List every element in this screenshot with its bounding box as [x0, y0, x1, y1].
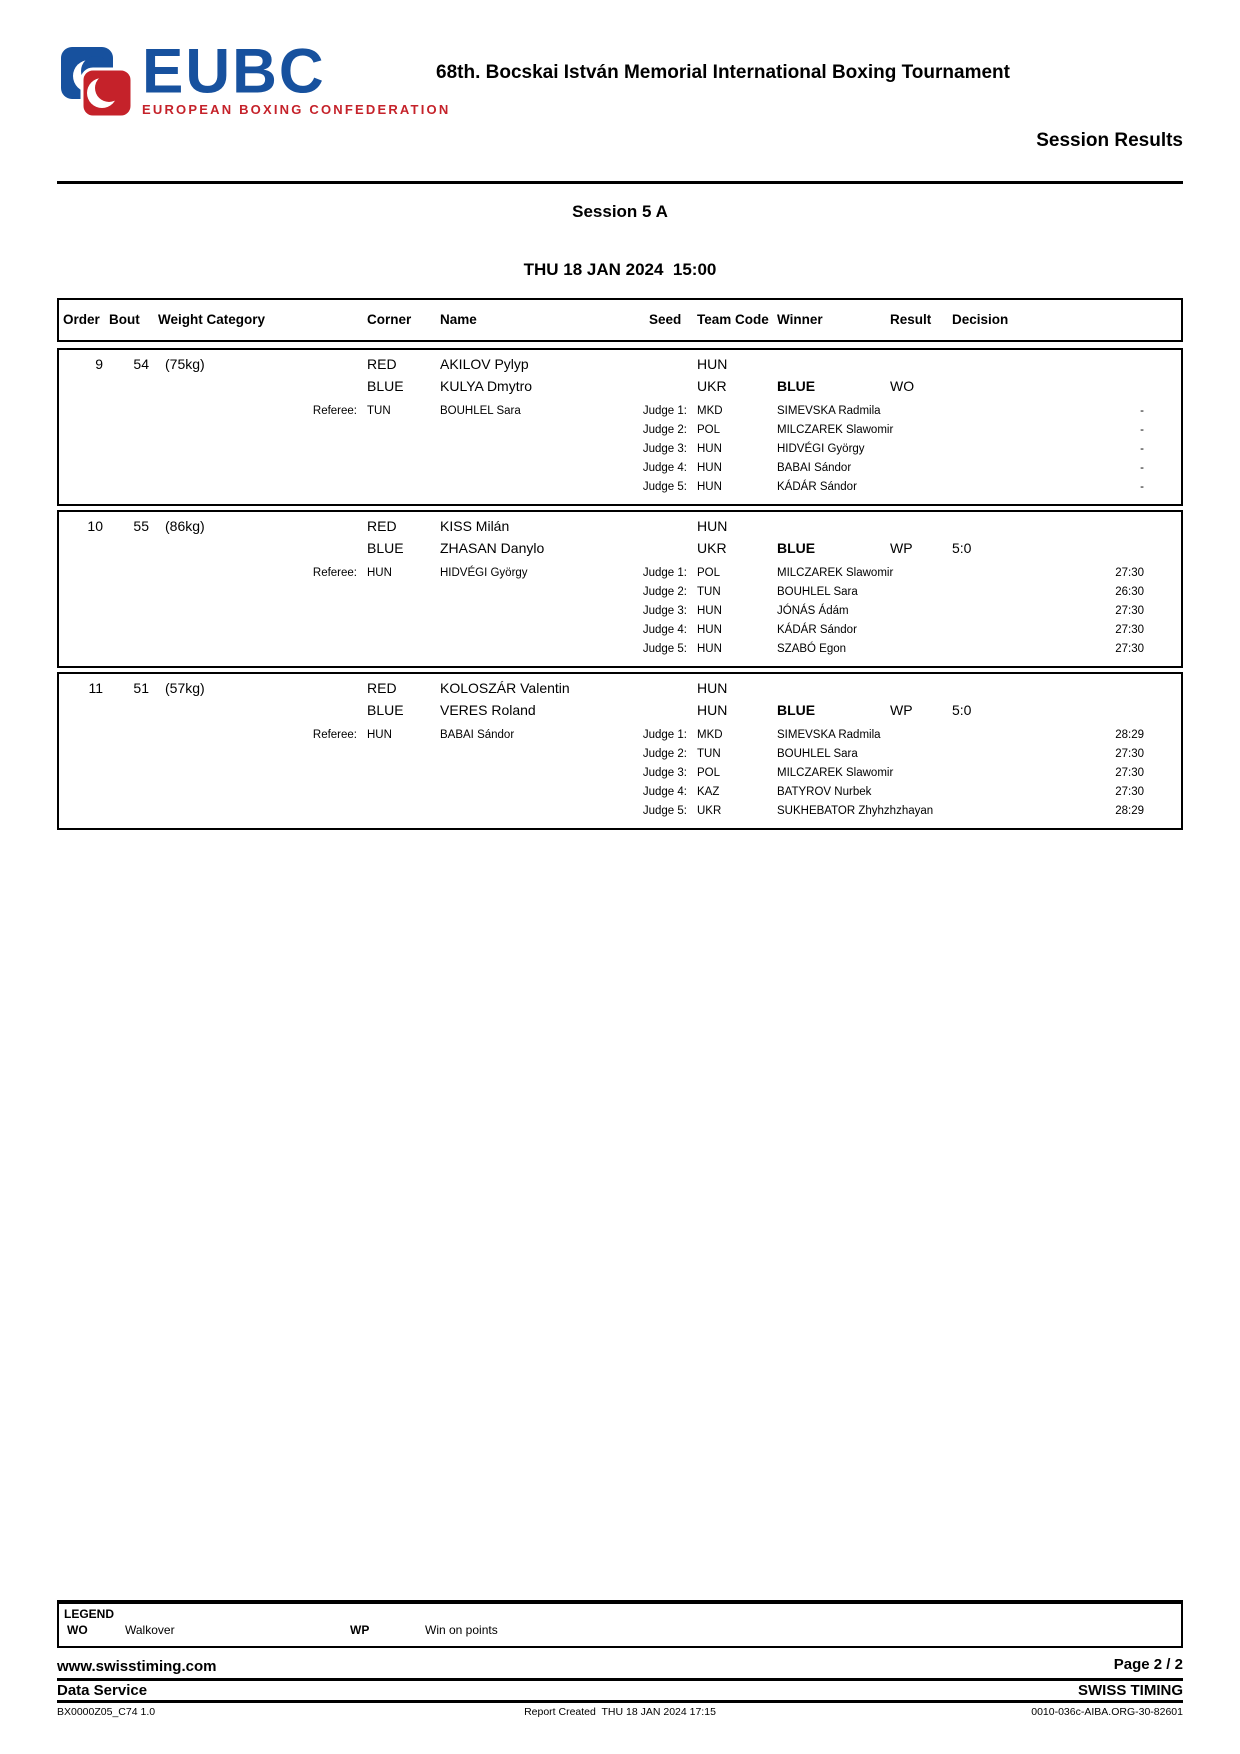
officials-row: [59, 481, 1181, 500]
officials-row: [59, 605, 1181, 624]
athlete-name-red: KISS Milán: [440, 518, 510, 534]
footer-divider: [57, 1678, 1183, 1681]
judge-score: -: [1140, 405, 1144, 417]
team-code-red: HUN: [697, 356, 728, 372]
officials-row: [59, 748, 1181, 767]
judge-label: Judge 5:: [642, 805, 687, 817]
judge-country: KAZ: [697, 786, 720, 798]
judge-label: Judge 3:: [642, 767, 687, 779]
judge-country: HUN: [697, 481, 722, 493]
brand-name: EUBC: [142, 36, 326, 107]
col-weight-category: Weight Category: [158, 312, 266, 327]
col-decision: Decision: [952, 312, 1009, 327]
referee-name: HIDVÉGI György: [440, 567, 528, 579]
judge-name: MILCZAREK Slawomir: [777, 424, 894, 436]
team-code-blue: HUN: [697, 702, 728, 718]
judge-name: SIMEVSKA Radmila: [777, 405, 881, 417]
red-corner-row: [59, 518, 1181, 540]
judge-name: BATYROV Nurbek: [777, 786, 872, 798]
judge-label: Judge 5:: [642, 643, 687, 655]
bout-number: 54: [133, 356, 149, 372]
judge-country: POL: [697, 424, 721, 436]
bout-card: [57, 348, 1183, 506]
judge-score: -: [1140, 424, 1144, 436]
col-winner: Winner: [777, 312, 823, 327]
blue-corner-row: [59, 378, 1181, 400]
red-corner-row: [59, 356, 1181, 378]
result-code: WP: [890, 702, 913, 718]
provider-label: SWISS TIMING: [1078, 1682, 1183, 1699]
referee-label: Referee:: [312, 729, 357, 741]
col-seed: Seed: [649, 312, 682, 327]
judge-name: SIMEVSKA Radmila: [777, 729, 881, 741]
officials-row: [59, 643, 1181, 662]
header-divider: [57, 181, 1183, 184]
team-code-blue: UKR: [697, 378, 727, 394]
judge-name: SZABÓ Egon: [777, 643, 847, 655]
legend-box: [57, 1600, 1183, 1648]
decision-score: 5:0: [952, 540, 972, 556]
corner-label-blue: BLUE: [367, 540, 404, 556]
col-result: Result: [890, 312, 932, 327]
red-corner-row: [59, 680, 1181, 702]
judge-label: Judge 4:: [642, 786, 687, 798]
data-service-label: Data Service: [57, 1682, 148, 1699]
corner-label-red: RED: [367, 518, 397, 534]
col-name: Name: [440, 312, 477, 327]
judge-label: Judge 1:: [642, 405, 687, 417]
officials-row: [59, 767, 1181, 786]
judge-country: HUN: [697, 624, 722, 636]
bout-card: [57, 672, 1183, 830]
judge-name: KÁDÁR Sándor: [777, 624, 857, 636]
judge-name: BOUHLEL Sara: [777, 748, 858, 760]
winner-label: BLUE: [777, 378, 816, 394]
corner-label-red: RED: [367, 680, 397, 696]
judge-score: 26:30: [1115, 586, 1144, 598]
judge-name: KÁDÁR Sándor: [777, 481, 857, 493]
judge-country: UKR: [697, 805, 722, 817]
athlete-name-red: KOLOSZÁR Valentin: [440, 680, 570, 696]
officials-row: [59, 729, 1181, 748]
referee-label: Referee:: [312, 405, 357, 417]
report-created-timestamp: Report Created THU 18 JAN 2024 17:15: [524, 1706, 716, 1718]
legend-label-walkover: Walkover: [125, 1623, 175, 1637]
judge-label: Judge 1:: [642, 729, 687, 741]
officials-row: [59, 462, 1181, 481]
legend-code-wo: WO: [67, 1623, 88, 1637]
weight-category: (75kg): [165, 356, 205, 372]
winner-label: BLUE: [777, 540, 816, 556]
document-id: 0010-036c-AIBA.ORG-30-82601: [1031, 1706, 1183, 1718]
officials-row: [59, 567, 1181, 586]
referee-name: BOUHLEL Sara: [440, 405, 521, 417]
website-link[interactable]: www.swisstiming.com: [57, 1658, 217, 1675]
winner-label: BLUE: [777, 702, 816, 718]
judge-score: -: [1140, 462, 1144, 474]
bout-order: 11: [88, 680, 103, 696]
judge-country: HUN: [697, 462, 722, 474]
brand-subtitle: EUROPEAN BOXING CONFEDERATION: [142, 102, 451, 117]
judge-name: MILCZAREK Slawomir: [777, 767, 894, 779]
legend-label-win-on-points: Win on points: [425, 1623, 498, 1637]
officials-row: [59, 405, 1181, 424]
officials-row: [59, 786, 1181, 805]
referee-name: BABAI Sándor: [440, 729, 515, 741]
athlete-name-red: AKILOV Pylyp: [440, 356, 529, 372]
page-indicator: Page 2 / 2: [1113, 1656, 1183, 1673]
logo-text: [142, 36, 451, 117]
session-datetime: THU 18 JAN 2024 15:00: [523, 260, 717, 279]
judge-score: 27:30: [1115, 643, 1144, 655]
result-code: WP: [890, 540, 913, 556]
judge-label: Judge 4:: [642, 624, 687, 636]
bout-card: [57, 510, 1183, 668]
judge-score: 27:30: [1115, 767, 1144, 779]
judge-country: MKD: [697, 405, 723, 417]
boxing-gloves-icon: [60, 44, 136, 125]
weight-category: (86kg): [165, 518, 205, 534]
blue-corner-row: [59, 702, 1181, 724]
team-code-red: HUN: [697, 518, 728, 534]
result-code: WO: [890, 378, 915, 394]
document-title: 68th. Bocskai István Memorial International Boxing Tournament: [436, 62, 1010, 83]
bout-order: 9: [95, 356, 103, 372]
judge-country: MKD: [697, 729, 723, 741]
decision-score: 5:0: [952, 702, 972, 718]
officials-row: [59, 586, 1181, 605]
judge-score: -: [1140, 481, 1144, 493]
judge-name: MILCZAREK Slawomir: [777, 567, 894, 579]
judge-name: HIDVÉGI György: [777, 443, 865, 455]
legend-code-wp: WP: [350, 1623, 370, 1637]
col-corner: Corner: [367, 312, 412, 327]
athlete-name-blue: ZHASAN Danylo: [440, 540, 545, 556]
judge-name: BOUHLEL Sara: [777, 586, 858, 598]
judge-country: POL: [697, 567, 721, 579]
col-order: Order: [63, 312, 100, 327]
judge-label: Judge 5:: [642, 481, 687, 493]
bout-number: 55: [133, 518, 149, 534]
judge-country: HUN: [697, 605, 722, 617]
judge-score: 27:30: [1115, 786, 1144, 798]
judge-name: BABAI Sándor: [777, 462, 852, 474]
judge-country: TUN: [697, 748, 721, 760]
session-name: Session 5 A: [572, 202, 668, 221]
officials-row: [59, 624, 1181, 643]
judge-label: Judge 2:: [642, 424, 687, 436]
judge-label: Judge 4:: [642, 462, 687, 474]
referee-country: HUN: [367, 567, 392, 579]
corner-label-blue: BLUE: [367, 378, 404, 394]
judge-name: JÓNÁS Ádám: [777, 605, 849, 617]
judge-score: 27:30: [1115, 624, 1144, 636]
judge-score: 27:30: [1115, 567, 1144, 579]
referee-country: HUN: [367, 729, 392, 741]
referee-label: Referee:: [312, 567, 357, 579]
athlete-name-blue: KULYA Dmytro: [440, 378, 533, 394]
legend-title: LEGEND: [64, 1607, 115, 1621]
bout-number: 51: [133, 680, 149, 696]
corner-label-red: RED: [367, 356, 397, 372]
judge-label: Judge 3:: [642, 605, 687, 617]
col-bout: Bout: [109, 312, 140, 327]
officials-row: [59, 443, 1181, 462]
judge-label: Judge 1:: [642, 567, 687, 579]
judge-name: SUKHEBATOR Zhyhzhzhayan: [777, 805, 934, 817]
judge-country: TUN: [697, 586, 721, 598]
document-code: BX0000Z05_C74 1.0: [57, 1706, 156, 1718]
footer-divider: [57, 1700, 1183, 1703]
judge-score: 28:29: [1115, 805, 1144, 817]
blue-corner-row: [59, 540, 1181, 562]
team-code-blue: UKR: [697, 540, 727, 556]
judge-score: 28:29: [1115, 729, 1144, 741]
judge-score: 27:30: [1115, 605, 1144, 617]
officials-row: [59, 805, 1181, 824]
weight-category: (57kg): [165, 680, 205, 696]
judge-country: HUN: [697, 643, 722, 655]
bout-order: 10: [87, 518, 103, 534]
results-table-header: [57, 298, 1183, 342]
col-team-code: Team Code: [697, 312, 769, 327]
judge-country: HUN: [697, 443, 722, 455]
judge-label: Judge 2:: [642, 586, 687, 598]
eubc-logo: [60, 36, 451, 125]
judge-score: 27:30: [1115, 748, 1144, 760]
legend-row: [64, 1623, 1176, 1641]
referee-country: TUN: [367, 405, 391, 417]
team-code-red: HUN: [697, 680, 728, 696]
athlete-name-blue: VERES Roland: [440, 702, 536, 718]
judge-score: -: [1140, 443, 1144, 455]
document-subtitle: Session Results: [1036, 130, 1183, 151]
judge-country: POL: [697, 767, 721, 779]
judge-label: Judge 2:: [642, 748, 687, 760]
corner-label-blue: BLUE: [367, 702, 404, 718]
officials-row: [59, 424, 1181, 443]
judge-label: Judge 3:: [642, 443, 687, 455]
